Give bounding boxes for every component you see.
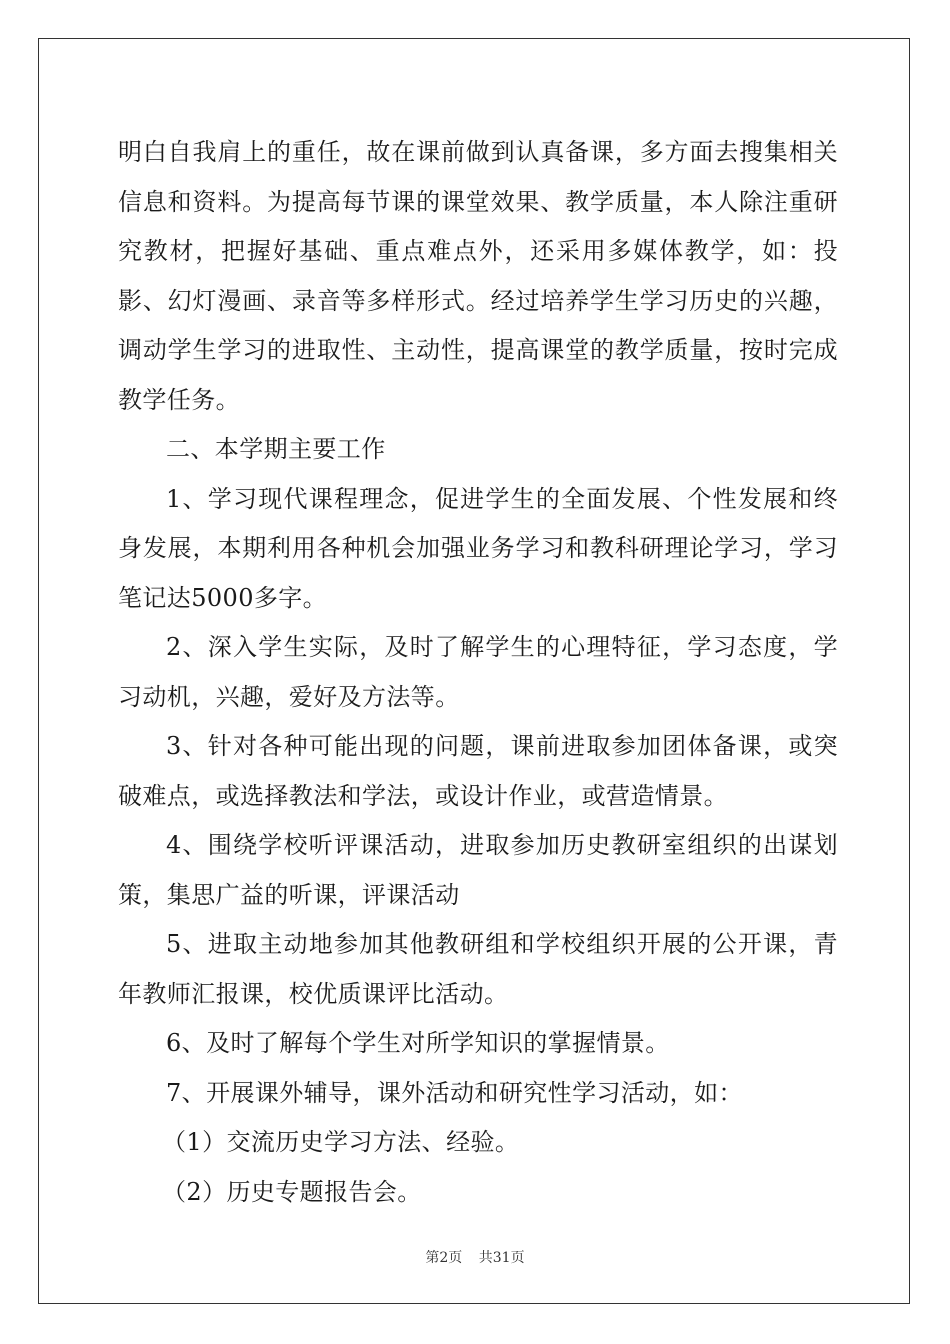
list-item-4: 4、围绕学校听评课活动，进取参加历史教研室组织的出谋划策，集思广益的听课，评课活动 [118,831,838,909]
list-item-7: 7、开展课外辅导，课外活动和研究性学习活动，如： [166,1078,743,1107]
list-item-2: 2、深入学生实际，及时了解学生的心理特征，学习态度，学习动机，兴趣，爱好及方法等。 [118,633,838,711]
list-item-1: 1、学习现代课程理念，促进学生的全面发展、个性发展和终身发展，本期利用各种机会加强业务学习和教科研理论学习，学习笔记达5000多字。 [118,484,838,612]
sub-item-2: （2）历史专题报告会。 [162,1177,422,1206]
page-footer [0,1247,950,1267]
list-item-5: 5、进取主动地参加其他教研组和学校组织开展的公开课，青年教师汇报课，校优质课评比活动。 [118,930,838,1008]
page-total: 共31页 [478,1250,525,1266]
document-body [118,128,838,1217]
page-number: 第2页 [425,1250,463,1266]
list-item-6: 6、及时了解每个学生对所学知识的掌握情景。 [166,1029,670,1057]
sub-item-1: （1）交流历史学习方法、经验。 [162,1128,520,1156]
section-heading-main-work: 二、本学期主要工作 [166,435,386,463]
paragraph-intro-continued: 明白自我肩上的重任，故在课前做到认真备课，多方面去搜集相关信息和资料。为提高每节课的课堂效果、教学质量，本人除注重研究教材，把握好基础、重点难点外，还采用多媒体教学，如：投影、幻灯漫画、录音等多样形式。经过培养学生学习历史的兴趣，调动学生学习的进取性、主动性，提高课堂的教学质量，按时完成教学任务。 [118,138,838,414]
list-item-3: 3、针对各种可能出现的问题，课前进取参加团体备课，或突破难点，或选择教法和学法，或设计作业，或营造情景。 [118,732,838,810]
